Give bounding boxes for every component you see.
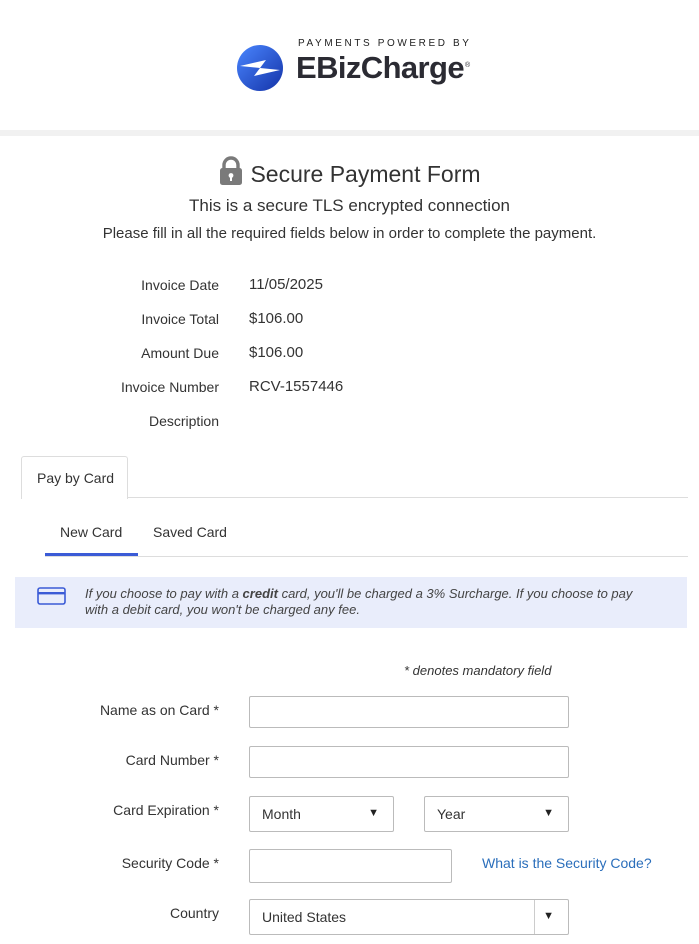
name-on-card-input[interactable] [249, 696, 569, 728]
lock-icon [218, 156, 244, 192]
card-number-label: Card Number * [125, 752, 219, 768]
page-header [0, 0, 699, 130]
card-number-input[interactable] [249, 746, 569, 778]
country-select[interactable] [249, 899, 569, 935]
secure-connection-text: This is a secure TLS encrypted connection [189, 196, 510, 215]
dropdown-arrow-icon: ▼ [543, 910, 554, 922]
invoice-date-value: 11/05/2025 [249, 276, 323, 293]
surcharge-notice [15, 577, 687, 628]
country-label: Country [169, 905, 219, 921]
mandatory-field-note: * denotes mandatory field [404, 663, 552, 678]
expiration-month-select[interactable] [249, 796, 394, 832]
amount-due-value: $106.00 [249, 344, 304, 361]
card-expiration-label: Card Expiration * [113, 802, 219, 818]
page-title: Secure Payment Form [0, 156, 699, 192]
select-separator [534, 900, 535, 934]
expiration-month-value: Month [262, 806, 301, 822]
ebizcharge-logo-icon [236, 44, 284, 92]
expiration-year-select[interactable] [424, 796, 569, 832]
tab-divider [127, 497, 688, 498]
tab-saved-card[interactable]: Saved Card [153, 524, 227, 540]
dropdown-arrow-icon: ▼ [543, 807, 554, 819]
security-code-input[interactable] [249, 849, 452, 883]
tab-pay-by-card[interactable] [21, 456, 128, 499]
invoice-number-label: Invoice Number [120, 379, 219, 395]
surcharge-notice-text: If you choose to pay with a credit card, you'll be charged a 3% Surcharge. If you choose to pay with a debit card, you won't be charged any fee. [85, 586, 633, 617]
dropdown-arrow-icon: ▼ [368, 807, 379, 819]
expiration-year-value: Year [437, 806, 466, 822]
brand-name: EBizCharge® [296, 50, 470, 85]
credit-card-icon [37, 587, 67, 607]
invoice-total-label: Invoice Total [141, 311, 219, 327]
security-code-label: Security Code * [121, 855, 219, 871]
brand-logo [236, 38, 476, 98]
subtab-divider [45, 556, 688, 557]
invoice-date-label: Invoice Date [141, 277, 219, 293]
amount-due-label: Amount Due [141, 345, 219, 361]
payment-form [0, 136, 699, 944]
name-on-card-label: Name as on Card * [99, 702, 219, 718]
invoice-total-value: $106.00 [249, 310, 304, 327]
powered-by-text: PAYMENTS POWERED BY [298, 38, 472, 49]
tab-new-card[interactable]: New Card [60, 524, 123, 540]
country-value: United States [262, 909, 347, 925]
instructions-text: Please fill in all the required fields below in order to complete the payment. [102, 225, 597, 242]
description-label: Description [148, 413, 219, 429]
tab-pay-by-card-label: Pay by Card [37, 470, 115, 486]
invoice-number-value: RCV-1557446 [249, 378, 344, 395]
security-code-help-link[interactable]: What is the Security Code? [482, 855, 652, 871]
